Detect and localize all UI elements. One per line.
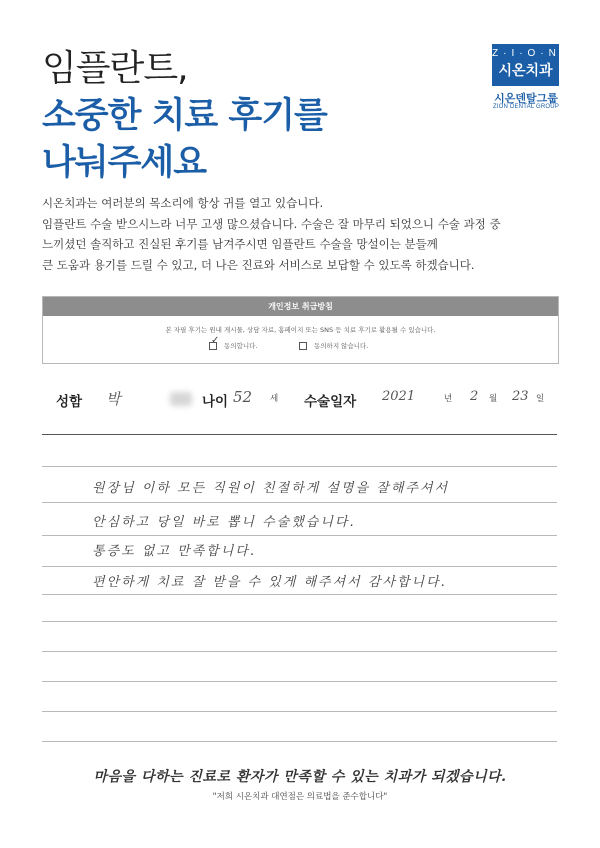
surgery-month-value[interactable]: 2	[470, 389, 479, 404]
logo-group-name-en: ZION DENTAL GROUP	[492, 104, 560, 110]
ruled-line	[42, 711, 557, 712]
page-title-line-2: 소중한 치료 후기를	[42, 96, 327, 136]
agree-label: 동의합니다.	[224, 342, 258, 350]
legal-note: "저희 시온치과 대연점은 의료법을 준수합니다"	[212, 792, 388, 802]
agree-checkbox[interactable]	[209, 334, 220, 350]
logo-zion-text: Z·I·O·N	[492, 48, 561, 59]
ruled-line	[42, 741, 557, 742]
page-title-line-1: 임플란트,	[42, 48, 188, 89]
ruled-line	[42, 535, 557, 536]
patient-info-row	[42, 386, 557, 435]
disagree-option[interactable]	[299, 341, 368, 350]
ruled-line	[42, 566, 557, 567]
disagree-label: 동의하지 않습니다.	[314, 342, 369, 350]
intro-paragraph	[42, 193, 562, 275]
clinic-logo	[492, 44, 559, 86]
age-value[interactable]: 52	[233, 388, 253, 406]
clinic-motto: 마음을 다하는 진료로 환자가 만족할 수 있는 치과가 되겠습니다.	[93, 769, 507, 785]
year-unit: 년	[444, 394, 453, 404]
check-icon: ✓	[211, 334, 220, 346]
month-unit: 월	[489, 394, 498, 404]
name-value[interactable]: 박	[106, 390, 121, 408]
logo-clinic-name: 시온치과	[498, 63, 553, 79]
surgery-date-label: 수술일자	[304, 394, 357, 410]
review-line: 안심하고 당일 바로 뽑니 수술했습니다.	[92, 515, 356, 530]
surgery-day-value[interactable]: 23	[512, 389, 529, 404]
ruled-line	[42, 621, 557, 622]
ruled-line	[42, 466, 557, 467]
agree-option[interactable]	[209, 334, 258, 350]
age-unit: 세	[270, 394, 279, 404]
page-title-line-3: 나눠주세요	[42, 143, 207, 183]
intro-line: 임플란트 수술 받으시느라 너무 고생 많으셨습니다. 수술은 잘 마무리 되었으니 수술 과정 중	[42, 216, 501, 231]
day-unit: 일	[536, 394, 545, 404]
surgery-year-value[interactable]: 2021	[382, 389, 416, 404]
review-line: 편안하게 치료 잘 받을 수 있게 해주셔서 감사합니다.	[92, 575, 447, 590]
intro-line: 느끼셨던 솔직하고 진실된 후기를 남겨주시면 임플란트 수술을 망설이는 분들께	[42, 237, 438, 251]
privacy-consent-box	[42, 296, 559, 364]
name-label: 성함	[56, 394, 83, 410]
redacted-name	[170, 392, 192, 406]
review-line: 원장님 이하 모든 직원이 친절하게 설명을 잘해주셔서	[92, 481, 450, 496]
disagree-checkbox[interactable]	[299, 342, 307, 350]
logo-group-name: 시온덴탈그룹	[494, 92, 558, 105]
intro-line: 큰 도움과 용기를 드릴 수 있고, 더 나은 진료와 서비스로 보답할 수 있도록 하겠습니다.	[42, 257, 475, 272]
ruled-line	[42, 681, 557, 682]
age-label: 나이	[202, 394, 229, 410]
privacy-text: 본 자필 후기는 원내 게시물, 상담 자료, 홈페이지 또는 SNS 등 치료 후기로 활용될 수 있습니다.	[165, 326, 436, 334]
privacy-heading: 개인정보 취급방침	[43, 297, 558, 316]
ruled-line	[42, 651, 557, 652]
review-line: 통증도 없고 만족합니다.	[92, 544, 256, 559]
ruled-line	[42, 594, 557, 595]
intro-line: 시온치과는 여러분의 목소리에 항상 귀를 열고 있습니다.	[42, 196, 324, 210]
ruled-line	[42, 502, 557, 503]
